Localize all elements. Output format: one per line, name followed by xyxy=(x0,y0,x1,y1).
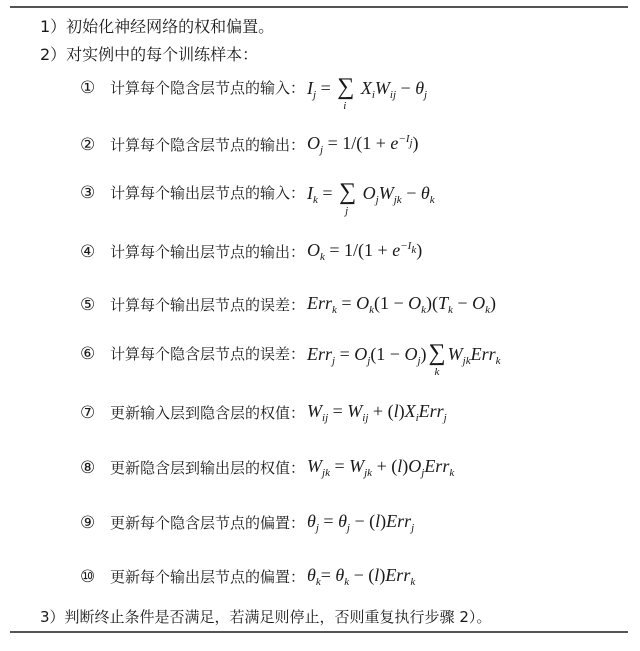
step-label: 更新每个隐含层节点的偏置： xyxy=(110,514,306,532)
intro-line-2: 2）对实例中的每个训练样本： xyxy=(40,45,259,64)
step-number: ① xyxy=(80,77,96,98)
intro-line-1: 1）初始化神经网络的权和偏置。 xyxy=(40,17,275,36)
step-number: ② xyxy=(80,134,96,155)
step-label: 更新每个输出层节点的偏置： xyxy=(110,568,306,586)
step-number: ⑤ xyxy=(80,294,96,315)
step-number: ⑥ xyxy=(80,343,96,364)
step-label: 计算每个隐含层节点的误差： xyxy=(110,345,306,363)
step-2 xyxy=(80,133,419,156)
step-8 xyxy=(80,456,454,479)
step-number: ④ xyxy=(80,241,96,262)
bottom-rule xyxy=(10,631,628,633)
step-formula: $O_j = 1/(1 + e^{-I_j})$ xyxy=(307,133,419,156)
step-9 xyxy=(80,511,414,534)
footer-line-3: 3）判断终止条件是否满足，若满足则停止，否则重复执行步骤 2）。 xyxy=(40,608,492,626)
step-formula: $W_{jk} = W_{jk} + (l)O_jErr_k$ xyxy=(307,456,455,479)
step-formula: $Err_j = O_j(1 - O_j)\sum$ k $W_{jk}Err_k$ xyxy=(307,340,501,378)
step-formula: $I_j$ = ∑ i $X_iW_{ij} - \theta_j$ xyxy=(307,74,428,112)
step-number: ⑩ xyxy=(80,566,96,587)
step-5 xyxy=(80,293,496,316)
step-label: 更新隐含层到输出层的权值： xyxy=(110,459,306,477)
step-3 xyxy=(80,179,435,217)
step-label: 计算每个输出层节点的输入： xyxy=(110,184,306,202)
step-6 xyxy=(80,340,501,378)
step-formula: $W_{ij} = W_{ij} + (l)X_iErr_j$ xyxy=(307,401,447,424)
step-formula: $\theta_k= \theta_k - (l)Err_k$ xyxy=(307,565,416,588)
step-number: ③ xyxy=(80,182,96,203)
top-rule xyxy=(10,6,628,8)
step-label: 计算每个隐含层节点的输入： xyxy=(110,79,306,97)
step-10 xyxy=(80,565,415,588)
step-number: ⑦ xyxy=(80,402,96,423)
step-formula: $O_k = 1/(1 + e^{-I_k})$ xyxy=(307,240,423,263)
step-label: 计算每个输出层节点的输出： xyxy=(110,243,306,261)
step-formula: $\theta_j = \theta_j - (l)Err_j$ xyxy=(307,511,415,534)
step-label: 更新输入层到隐含层的权值： xyxy=(110,404,306,422)
step-formula: $Err_k = O_k(1 - O_k)(T_k - O_k)$ xyxy=(307,293,496,316)
step-7 xyxy=(80,401,447,424)
step-formula: $I_k$ = ∑ j $O_jW_{jk} - \theta_k$ xyxy=(307,179,435,217)
step-label: 计算每个隐含层节点的输出： xyxy=(110,136,306,154)
step-1 xyxy=(80,74,428,112)
step-4 xyxy=(80,240,422,263)
step-label: 计算每个输出层节点的误差： xyxy=(110,296,306,314)
step-number: ⑧ xyxy=(80,457,96,478)
step-number: ⑨ xyxy=(80,512,96,533)
